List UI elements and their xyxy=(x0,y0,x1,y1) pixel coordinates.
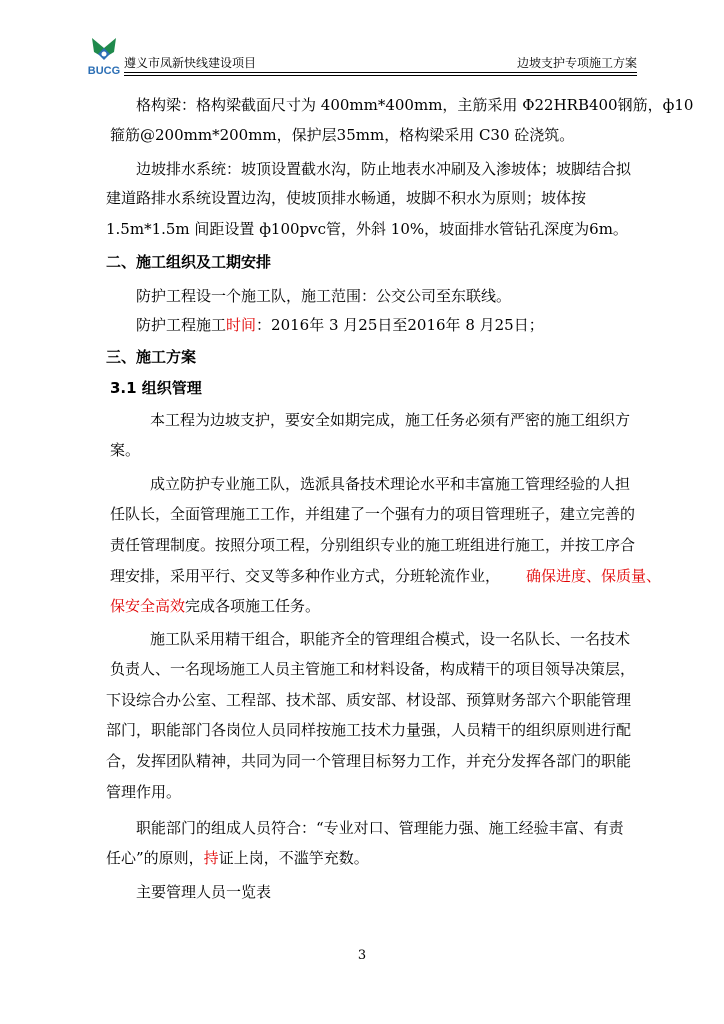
paragraph-line: 合，发挥团队精神，共同为同一个管理目标努力工作，并充分发挥各部门的职能 xyxy=(106,752,632,770)
text-run: 理安排，采用平行、交叉等多种作业方式，分班轮流作业， xyxy=(110,567,501,585)
section-heading-2: 二、施工组织及工期安排 xyxy=(106,253,272,271)
paragraph-line: 案。 xyxy=(110,441,141,459)
paragraph-line: 负责人、一名现场施工人员主管施工和材料设备，构成精干的项目领导决策层， xyxy=(110,660,636,678)
paragraph-line: 责任管理制度。按照分项工程，分别组织专业的施工班组进行施工，并按工序合 xyxy=(110,536,636,554)
svg-text:BUCG: BUCG xyxy=(87,65,121,77)
header-document-title: 边坡支护专项施工方案 xyxy=(516,56,637,70)
paragraph-line xyxy=(136,315,544,335)
paragraph-line xyxy=(110,566,661,586)
header-project-name: 遵义市凤新快线建设项目 xyxy=(124,56,257,70)
highlighted-text: 持 xyxy=(203,849,219,867)
paragraph-line: 职能部门的组成人员符合：“专业对口、管理能力强、施工经验丰富、有责 xyxy=(136,819,624,837)
paragraph-line: 1.5m*1.5m 间距设置 ф100pvc管，外斜 10%，坡面排水管钻孔深度为6m。 xyxy=(106,220,628,238)
paragraph-line: 施工队采用精干组合，职能齐全的管理组合模式，设一名队长、一名技术 xyxy=(150,630,631,648)
text-run: 证上岗，不滥竽充数。 xyxy=(218,849,369,867)
text-run: 完成各项施工任务。 xyxy=(185,597,321,615)
paragraph-line xyxy=(110,596,320,616)
paragraph-line: 边坡排水系统：坡顶设置截水沟，防止地表水冲刷及入渗坡体；坡脚结合拟 xyxy=(136,160,632,178)
text-run: 防护工程施工 xyxy=(136,316,227,334)
paragraph-line: 部门，职能部门各岗位人员同样按施工技术力量强，人员精干的组织原则进行配 xyxy=(106,721,632,739)
paragraph-line: 建道路排水系统设置边沟，使坡顶排水畅通，坡脚不积水为原则；坡体按 xyxy=(106,189,587,207)
paragraph-line xyxy=(106,848,369,868)
highlighted-text: 确保进度、保质量、 xyxy=(526,567,662,585)
paragraph-line: 本工程为边坡支护，要安全如期完成，施工任务必须有严密的施工组织方 xyxy=(150,411,631,429)
paragraph-line: 箍筋@200mm*200mm，保护层35mm，格构梁采用 C30 砼浇筑。 xyxy=(110,126,575,144)
page-header xyxy=(84,34,637,78)
paragraph-line: 防护工程设一个施工队，施工范围：公交公司至东联线。 xyxy=(136,287,512,305)
section-heading-3: 三、施工方案 xyxy=(106,348,197,366)
highlighted-text: 保安全高效 xyxy=(110,597,186,615)
paragraph-line: 任队长，全面管理施工工作，并组建了一个强有力的项目管理班子，建立完善的 xyxy=(110,505,636,523)
paragraph-line: 管理作用。 xyxy=(106,783,182,801)
page-number: 3 xyxy=(357,948,367,963)
text-run: 任心”的原则， xyxy=(106,849,204,867)
paragraph-line: 主要管理人员一览表 xyxy=(136,883,272,901)
paragraph-line: 下设综合办公室、工程部、技术部、质安部、材设部、预算财务部六个职能管理 xyxy=(106,691,632,709)
header-rule-double xyxy=(124,75,637,76)
paragraph-line: 成立防护专业施工队，选派具备技术理论水平和丰富施工管理经验的人担 xyxy=(150,475,631,493)
paragraph-line: 格构梁：格构梁截面尺寸为 400mm*400mm，主筋采用 Φ22HRB400钢筋，ф10 xyxy=(136,96,694,114)
highlighted-text: 时间 xyxy=(226,316,257,334)
bucg-logo-icon xyxy=(84,34,124,78)
text-run: ：2016年 3 月25日至2016年 8 月25日； xyxy=(256,316,544,334)
header-rule xyxy=(124,72,637,73)
subsection-heading-3-1: 3.1 组织管理 xyxy=(110,379,202,397)
